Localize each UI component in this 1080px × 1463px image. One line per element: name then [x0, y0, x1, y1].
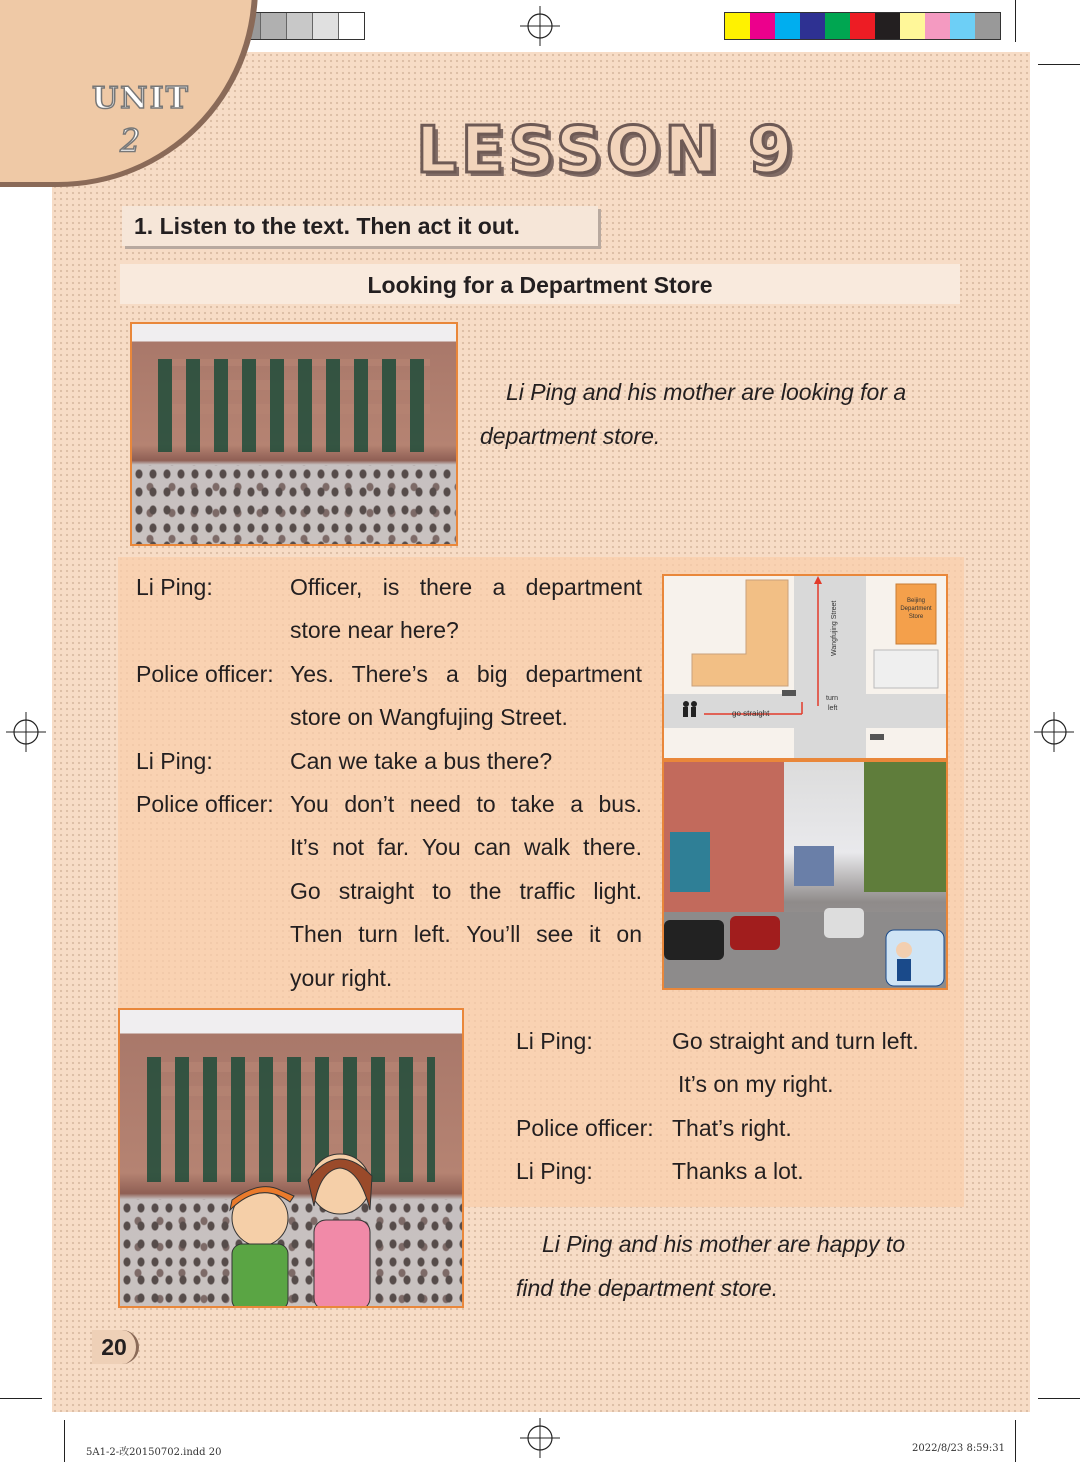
dialog-line: Can we take a bus there?: [290, 747, 553, 774]
registration-mark-bottom: [520, 1418, 560, 1458]
dialog-line: It’s not far. You can walk there.: [290, 834, 642, 861]
map-turn-label: left: [828, 705, 838, 712]
li-ping-and-mother-illustration: [210, 1140, 410, 1308]
narration-line: Li Ping and his mother are looking for a: [506, 379, 907, 405]
dialog-row: [136, 783, 642, 826]
narration-line: department store.: [480, 423, 661, 449]
dialog-row: [136, 740, 642, 783]
print-timestamp: 2022/8/23 8:59:31: [912, 1443, 1006, 1454]
dialog-row: [516, 1150, 936, 1193]
dialog-line: That’s right.: [672, 1114, 792, 1141]
speaker: Police officer:: [136, 791, 274, 818]
map-store-label: Store: [908, 614, 924, 620]
dialog-main: [136, 566, 642, 1000]
crop-mark: [1015, 1420, 1016, 1462]
dialog-line: Officer, is there a department: [290, 574, 642, 600]
dialog-line: It’s on my right.: [678, 1071, 834, 1098]
dialog-line: Thanks a lot.: [672, 1158, 804, 1185]
speaker: Police officer:: [516, 1114, 654, 1141]
map-street-label: Wangfujing Street: [831, 600, 838, 656]
dialog-line: store near here?: [290, 617, 459, 644]
department-store-photo: [130, 322, 458, 546]
crop-mark: [1015, 0, 1016, 42]
dialog-line: Yes. There’s a big department: [290, 660, 642, 687]
unit-number: 2: [120, 122, 141, 160]
story-title: Looking for a Department Store: [120, 264, 960, 304]
speaker: Li Ping:: [516, 1028, 593, 1054]
dialog-row: [136, 696, 642, 739]
crop-mark: [64, 1420, 65, 1462]
page-number: 20: [92, 1330, 139, 1364]
dialog-secondary: [516, 1020, 936, 1194]
lesson-title: LESSON 9: [416, 114, 797, 188]
store-photo-with-characters: [118, 1008, 464, 1308]
building-windows: [158, 359, 430, 451]
speaker: Li Ping:: [136, 574, 213, 600]
dialog-row: [136, 826, 642, 869]
registration-mark-right: [1034, 712, 1074, 752]
map-go-straight-label: go straight: [732, 709, 770, 718]
police-officer-illustration: [886, 930, 944, 986]
map-store-label: Department: [900, 606, 932, 612]
dialog-row: [136, 957, 642, 1000]
dialog-row: [136, 913, 642, 956]
dialog-line: Then turn left. You’ll see it on: [290, 921, 642, 948]
dialog-row: [136, 870, 642, 913]
color-bar: [724, 12, 1001, 40]
dialog-row: [136, 653, 642, 696]
crowd: [132, 465, 456, 544]
dialog-line: your right.: [290, 964, 393, 991]
file-slug: 5A1-2-改20150702.indd 20: [86, 1447, 222, 1458]
dialog-row: [136, 566, 642, 609]
narration-line: find the department store.: [516, 1275, 779, 1301]
dialog-row: [136, 609, 642, 652]
crop-mark: [1038, 64, 1080, 65]
route-map: [662, 574, 948, 760]
map-drawing: [664, 576, 946, 758]
narration-line: Li Ping and his mother are happy to: [542, 1231, 906, 1257]
dialog-row: [516, 1020, 936, 1063]
crop-mark: [1038, 1398, 1080, 1399]
speaker: Li Ping:: [136, 747, 213, 774]
ending-narration: [516, 1222, 966, 1310]
dialog-line: Go straight to the traffic light.: [290, 877, 642, 904]
dialog-row: [516, 1063, 936, 1106]
map-store-label: Beijing: [906, 598, 926, 604]
dialog-line: store on Wangfujing Street.: [290, 704, 568, 731]
textbook-page: [52, 52, 1030, 1412]
street-photo: [662, 760, 948, 990]
dialog-line: Go straight and turn left.: [672, 1028, 919, 1054]
registration-mark-top: [520, 6, 560, 46]
speaker: Li Ping:: [516, 1158, 593, 1185]
unit-label: UNIT: [92, 81, 190, 116]
crop-mark: [0, 1398, 42, 1399]
intro-narration: [480, 370, 960, 458]
registration-mark-left: [6, 712, 46, 752]
dialog-row: [516, 1107, 936, 1150]
map-turn-label: turn: [826, 695, 839, 702]
instruction-heading: 1. Listen to the text. Then act it out.: [122, 206, 598, 246]
speaker: Police officer:: [136, 660, 274, 687]
dialog-line: You don’t need to take a bus.: [290, 791, 642, 818]
